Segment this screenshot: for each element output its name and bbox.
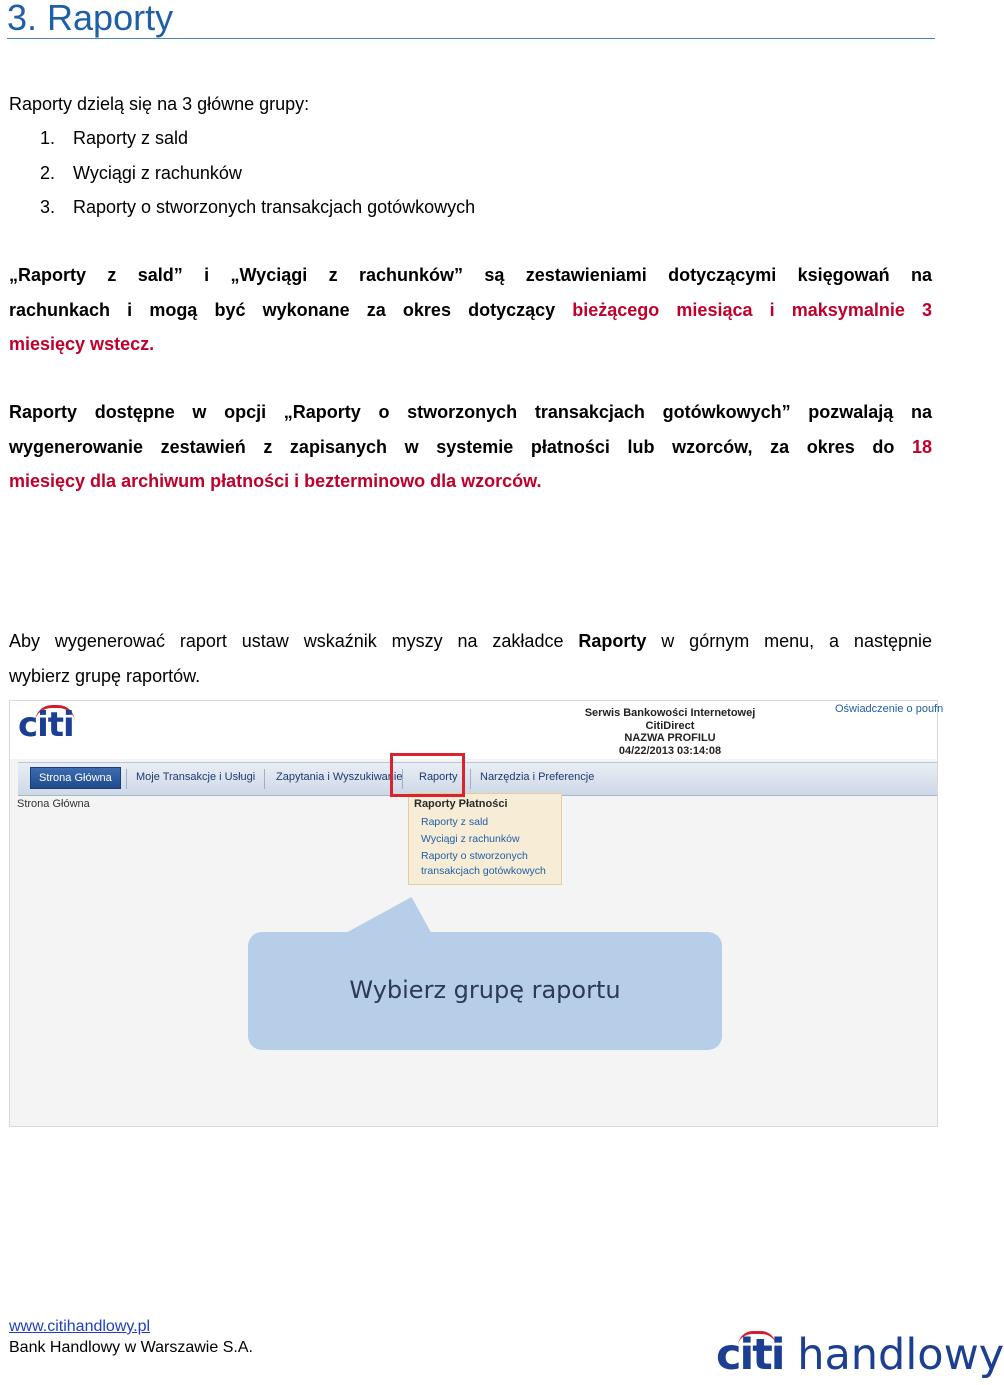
menu-item-statements[interactable]: Wyciągi z rachunków xyxy=(421,833,520,845)
footer-url-link[interactable]: www.citihandlowy.pl xyxy=(9,1318,151,1335)
nav-transactions-tab[interactable]: Moje Transakcje i Usługi xyxy=(136,771,256,783)
paragraph-line: rachunkach i mogą być wykonane za okres dotyczący bieżącego miesiąca i maksymalnie 3 xyxy=(9,299,932,320)
callout-pointer xyxy=(338,897,456,937)
breadcrumb: Strona Główna xyxy=(17,798,90,810)
paragraph-line: wygenerowanie zestawień z zapisanych w systemie płatności lub wzorców, za okres do 18 xyxy=(9,436,932,457)
list-item: 1. Raporty z sald xyxy=(40,128,189,148)
list-item: 3. Raporty o stworzonych transakcjach gotówkowych xyxy=(40,197,476,217)
nav-tools-tab[interactable]: Narzędzia i Preferencje xyxy=(480,771,595,783)
paragraph-line: Raporty dostępne w opcji „Raporty o stworzonych transakcjach gotówkowych” pozwalają na xyxy=(9,402,932,422)
paragraph-line: „Raporty z sald” i „Wyciągi z rachunków” są zestawieniami dotyczącymi księgowań na xyxy=(9,265,932,285)
list-item: 2. Wyciągi z rachunków xyxy=(40,162,242,183)
highlight-text: miesięcy wstecz. xyxy=(9,334,155,354)
citi-handlowy-logo: citi handlowy xyxy=(716,1330,1004,1380)
menu-item-balance-reports[interactable]: Raporty z sald xyxy=(421,816,489,828)
highlight-text: miesięcy dla archiwum płatności i bezterminowo dla wzorców. xyxy=(9,471,542,491)
screenshot-header xyxy=(10,701,937,759)
paragraph-line: wybierz grupę raportów. xyxy=(9,665,201,686)
menu-item-cash-reports[interactable]: Raporty o stworzonych xyxy=(421,850,528,862)
dropdown-title: Raporty Płatności xyxy=(414,798,508,810)
reports-dropdown-menu xyxy=(408,793,562,885)
report-groups-list xyxy=(40,121,475,225)
highlight-text: 18 xyxy=(911,436,932,457)
title-divider xyxy=(7,38,935,39)
nav-home-tab[interactable]: Strona Główna xyxy=(30,767,121,789)
footer-company: Bank Handlowy w Warszawie S.A. xyxy=(9,1339,253,1356)
reports-tab-mention: Raporty xyxy=(578,631,647,651)
page-title: 3. Raporty xyxy=(7,0,174,38)
reports-tab-highlight xyxy=(390,753,465,797)
paragraph-balance-reports xyxy=(9,258,932,362)
service-info: Serwis Bankowości Internetowej CitiDirect NAZWA PROFILU 04/22/2013 03:14:08 xyxy=(584,707,756,757)
nav-reports-tab[interactable]: Raporty xyxy=(419,771,458,783)
citidirect-screenshot xyxy=(9,700,944,1127)
callout-text: Wybierz grupę raportu xyxy=(349,976,621,1004)
paragraph-line: Aby wygenerować raport ustaw wskaźnik myszy na zakładce Raporty w górnym menu, a następnie xyxy=(9,631,932,651)
main-nav xyxy=(18,762,937,796)
highlight-text: bieżącego miesiąca i maksymalnie 3 xyxy=(572,299,932,320)
paragraph-instructions xyxy=(9,624,932,693)
menu-item-cash-reports-cont[interactable]: transakcjach gotówkowych xyxy=(421,865,546,877)
citi-logo: citi xyxy=(18,705,74,745)
disclaimer-link[interactable]: Oświadczenie o poufn xyxy=(835,703,944,715)
nav-queries-tab[interactable]: Zapytania i Wyszukiwanie xyxy=(276,771,403,783)
paragraph-cash-reports xyxy=(9,395,932,499)
intro-text: Raporty dzielą się na 3 główne grupy: xyxy=(9,94,310,114)
